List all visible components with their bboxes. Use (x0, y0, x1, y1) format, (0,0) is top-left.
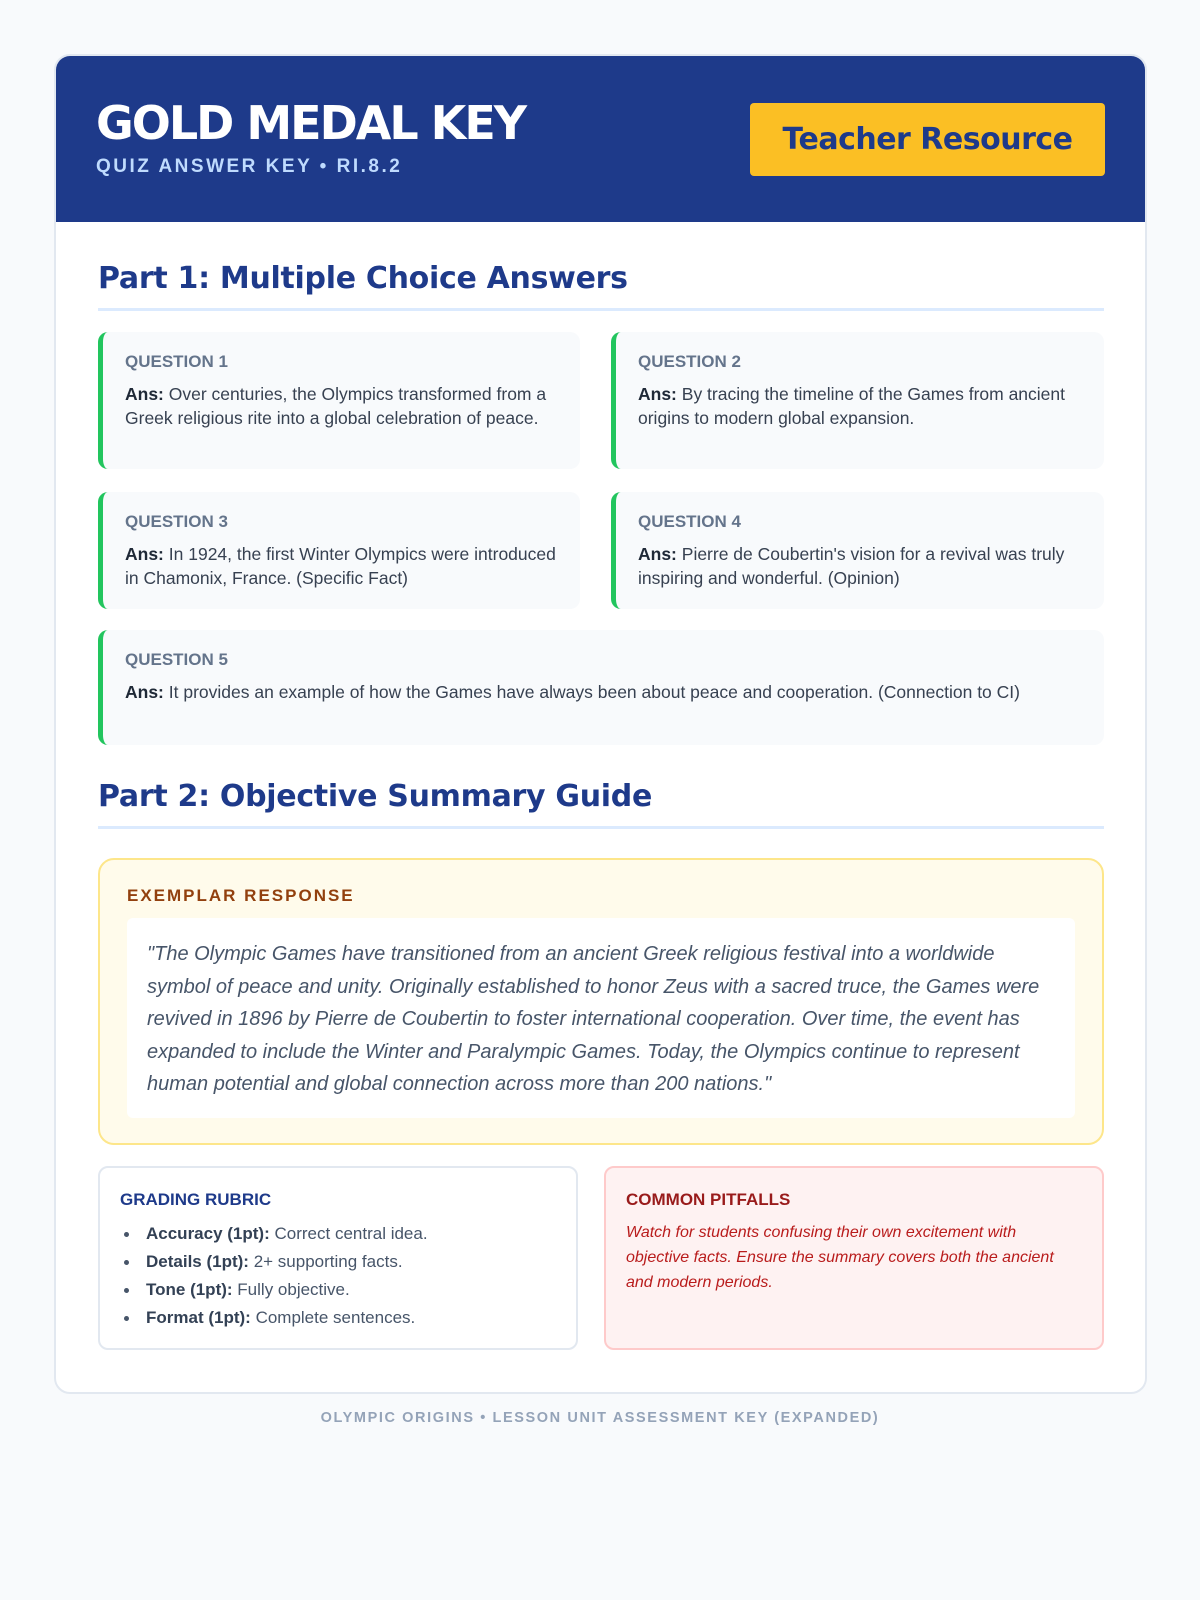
question-card-1 (98, 332, 580, 469)
question-answer: Ans: Pierre de Coubertin's vision for a revival was truly inspiring and wonderful. (Opinion) (638, 544, 1065, 588)
exemplar-text: "The Olympic Games have transitioned from an ancient Greek religious festival into a worldwide symbol of peace and unity. Originally established to honor Zeus with a sacred truce, the Games were revived in 1896 by Pierre de Coubertin to foster international cooperation. Over time, the event has expanded to include the Winter and Paralympic Games. Today, the Olympics continue to represent human potential and global connection across more than 200 nations." (127, 918, 1075, 1118)
part2-heading: Part 2: Objective Summary Guide (98, 779, 1104, 829)
question-card-5 (98, 630, 1104, 745)
question-label: QUESTION 1 (125, 352, 228, 371)
page-subtitle: QUIZ ANSWER KEY • RI.8.2 (96, 156, 403, 177)
question-card-4 (611, 492, 1104, 609)
rubric-item: Tone (1pt): Fully objective. (120, 1276, 556, 1304)
header-banner (56, 56, 1145, 222)
pitfalls-title: COMMON PITFALLS (626, 1190, 791, 1209)
question-label: QUESTION 4 (638, 512, 741, 531)
answer-key-card (54, 54, 1147, 1394)
rubric-list (120, 1220, 556, 1332)
question-card-2 (611, 332, 1104, 469)
rubric-item: Accuracy (1pt): Correct central idea. (120, 1220, 556, 1248)
question-label: QUESTION 3 (125, 512, 228, 531)
rubric-title: GRADING RUBRIC (120, 1190, 272, 1209)
common-pitfalls-box (604, 1166, 1104, 1350)
exemplar-response-box (98, 858, 1104, 1145)
question-answer: Ans: By tracing the timeline of the Games from ancient origins to modern global expansion. (638, 384, 1065, 428)
pitfalls-text: Watch for students confusing their own excitement with objective facts. Ensure the summary covers both the ancient and modern periods. (626, 1224, 1054, 1291)
grading-rubric-box (98, 1166, 578, 1350)
teacher-resource-badge: Teacher Resource (750, 103, 1105, 176)
question-answer: Ans: It provides an example of how the Games have always been about peace and cooperation. (Connection to CI) (125, 682, 1020, 702)
question-label: QUESTION 5 (125, 650, 228, 669)
question-label: QUESTION 2 (638, 352, 741, 371)
rubric-item: Format (1pt): Complete sentences. (120, 1304, 556, 1332)
part1-heading: Part 1: Multiple Choice Answers (98, 261, 1104, 311)
rubric-item: Details (1pt): 2+ supporting facts. (120, 1248, 556, 1276)
page-footer: OLYMPIC ORIGINS • LESSON UNIT ASSESSMENT KEY (EXPANDED) (320, 1410, 880, 1426)
question-answer: Ans: Over centuries, the Olympics transformed from a Greek religious rite into a global celebration of peace. (125, 384, 547, 428)
question-answer: Ans: In 1924, the first Winter Olympics were introduced in Chamonix, France. (Specific Fact) (125, 544, 556, 588)
page-title: GOLD MEDAL KEY (96, 96, 526, 150)
exemplar-label: EXEMPLAR RESPONSE (127, 886, 355, 905)
question-card-3 (98, 492, 580, 609)
